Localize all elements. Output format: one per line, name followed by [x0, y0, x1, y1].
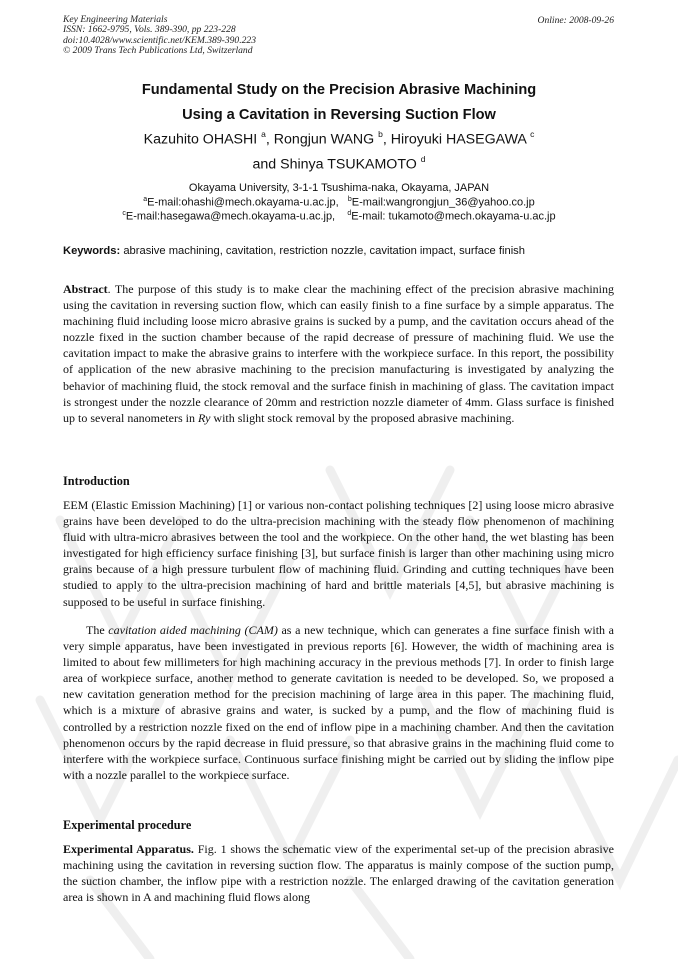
abstract-ry: Ry — [197, 410, 211, 425]
intro-p2-cam: cavitation aided machining (CAM) — [108, 623, 278, 637]
experimental-paragraph — [63, 841, 614, 905]
journal-header — [63, 15, 256, 57]
introduction-paragraph-1: EEM (Elastic Emission Machining) [1] or various non-contact polishing techniques [2] using loose micro abrasive grains have been developed to do the ultra-precision machining with the steady flow phenomenon of machining fluid with ultra-micro abrasives between the tool and the workpiece. On the other hand, the wet blasting has been investigated for high efficiency surface finishing [3], but surface finish is larger than other machining using micro grains because of a high pressure turbulent flow of machining fluid. Grinding and cutting techniques have been studied to apply to the ultra-precision machining of hard and brittle materials [4,5], but abrasive machining is supposed to be useful in surface finishing. — [63, 498, 614, 609]
abstract — [63, 281, 614, 426]
abstract-text-end: with slight stock removal by the proposed abrasive machining. — [210, 410, 515, 425]
email-superscript: c — [122, 210, 126, 217]
abstract-label: Abstract — [63, 282, 108, 296]
introduction-paragraph-2 — [63, 622, 614, 783]
email-line-1 — [0, 196, 678, 209]
author-superscript: d — [420, 154, 426, 164]
experimental-heading: Experimental procedure — [63, 818, 192, 832]
paper-title-line-1: Fundamental Study on the Precision Abrasive Machining — [141, 82, 537, 98]
email-superscript: b — [347, 196, 352, 203]
paper-title-line-2: Using a Cavitation in Reversing Suction Flow — [182, 107, 496, 123]
keywords-text: abrasive machining, cavitation, restriction nozzle, cavitation impact, surface finish — [123, 245, 526, 257]
online-date: Online: 2008-09-26 — [537, 15, 614, 26]
keywords — [63, 245, 623, 257]
author-list-line-2 — [0, 155, 678, 173]
email-address: E-mail: tukamoto@mech.okayama-u.ac.jp — [351, 210, 556, 223]
author-superscript: b — [378, 129, 383, 139]
author-conjunction: and — [252, 156, 277, 173]
experimental-text: Fig. 1 shows the schematic view of the experimental set-up of the precision abrasive machining using the cavitation in reversing suction flow. The apparatus is mainly compose of the suction pump, the suction chamber, the inflow pipe with a restriction nozzle. The enlarged drawing of the cavitation generation area is shown in A and machining fluid flows along — [63, 842, 614, 905]
copyright-line: © 2009 Trans Tech Publications Ltd, Switzerland — [63, 45, 253, 57]
author-name: Rongjun WANG — [273, 131, 375, 148]
journal-name: Key Engineering Materials — [63, 14, 168, 25]
intro-p2-body: as a new technique, which can generates a fine surface finish with a very simple apparatus, have been investigated in previous reports [6]. However, the width of machining area is limited to about few millimeters for high machining accuracy in the previous methods [7]. In order to finish large area of workpiece surface, another method to generate cavitation is needed to be developed. So, we proposed a new cavitation generation method for the precision machining of large area in this paper. The machining fluid, which is a mixture of abrasive grains and water, is sucked by a pump, and the flow of machining fluid is controlled by a restriction nozzle fixed on the end of inflow pipe in a machining chamber. And then the cavitation phenomenon occurs by the rapid decrease in fluid pressure, so that abrasive grains in the machining fluid come to interfere with the workpiece surface. Continuous surface finishing might be carried out by sliding the inflow pipe with a nozzle parallel to the workpiece surface. — [63, 623, 614, 782]
author-superscript: a — [261, 129, 266, 139]
email-superscript: a — [143, 196, 148, 203]
abstract-text: . The purpose of this study is to make clear the machining effect of the precision abrasive machining using the cavitation in reversing suction flow, which can easily finish to a fine surface by a simple apparatus. The machining fluid including loose micro abrasive grains is sucked by a pump, and the cavitation occurs ahead of the nozzle fixed in the suction chamber because of the rapid decrease of pressure of machining fluid. We use the cavitation impact to make the abrasive grains to interfere with the workpiece surface. In this report, the possibility of application of the new abrasive machining to the precision manufacturing is investigated by analyzing the behavior of machining fluid, the stock removal and the surface finish in machining of glass. The cavitation impact is strongest under the nozzle clearance of 20mm and restriction nozzle diameter of 4mm. Glass surface is finished up to several nanometers in — [63, 282, 614, 425]
author-list-line-1: Kazuhito OHASHI $^a$, Rongjun WANG $^b$, Hiroyuki HASEGAWA $^c$ — [143, 129, 535, 148]
keywords-label: Keywords: — [63, 245, 121, 257]
email-address: E-mail:wangrongjun_36@yahoo.co.jp — [351, 196, 535, 209]
affiliation: Okayama University, 3-1-1 Tsushima-naka, Okayama, JAPAN — [188, 182, 490, 194]
intro-p2-start: The — [86, 623, 109, 637]
issn-line: ISSN: 1662-9795, Vols. 389-390, pp 223-228 — [63, 24, 236, 36]
author-name: Hiroyuki HASEGAWA — [390, 131, 527, 148]
email-address: E-mail:hasegawa@mech.okayama-u.ac.jp, — [125, 210, 336, 223]
author-name: Kazuhito OHASHI — [143, 131, 258, 148]
email-superscript: d — [347, 210, 352, 217]
doi-line: doi:10.4028/www.scientific.net/KEM.389-390.223 — [63, 34, 257, 46]
introduction-heading: Introduction — [63, 474, 130, 488]
email-address: E-mail:ohashi@mech.okayama-u.ac.jp, — [147, 196, 339, 209]
email-line-2 — [0, 210, 678, 223]
author-name: Shinya TSUKAMOTO — [280, 156, 417, 173]
author-superscript: c — [530, 129, 535, 139]
experimental-subheading: Experimental Apparatus. — [63, 842, 194, 856]
